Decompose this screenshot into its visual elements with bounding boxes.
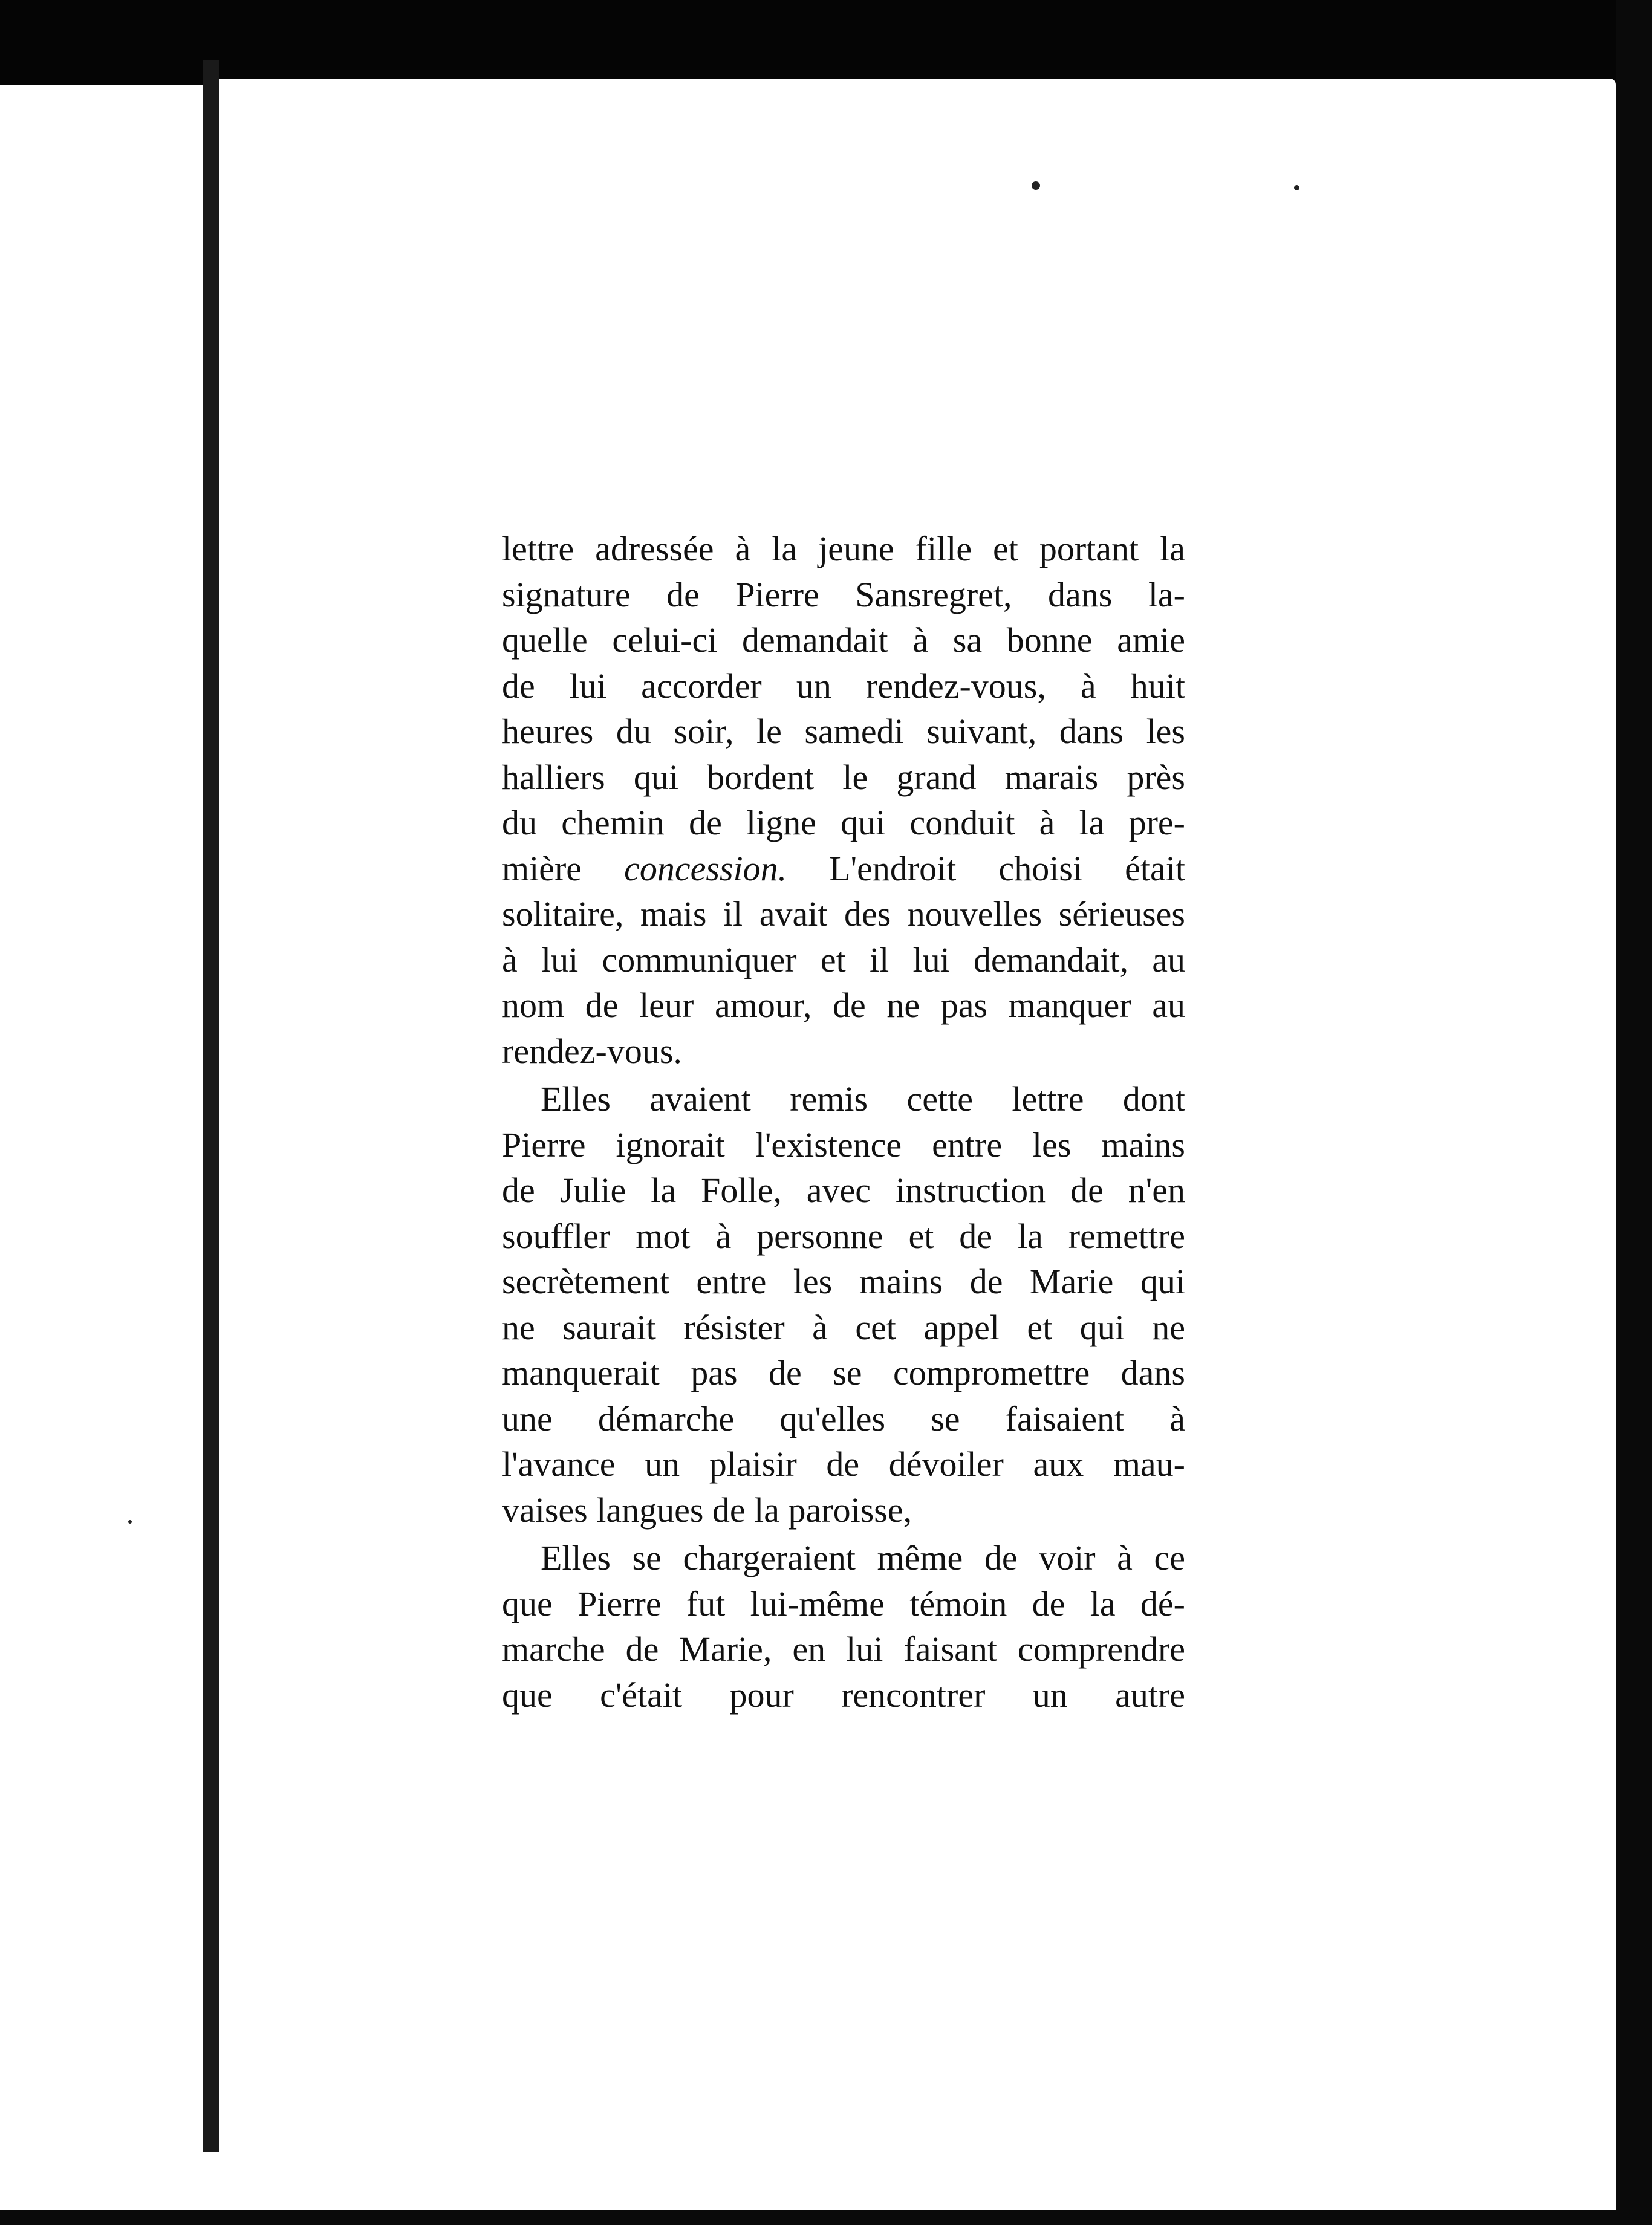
text-line: heures du soir, le samedi suivant, dans les bbox=[502, 712, 1185, 751]
text-run: L'endroit choisi était bbox=[787, 848, 1185, 888]
text-line: Elles se chargeraient même de voir à ce bbox=[541, 1538, 1185, 1577]
text-line: marche de Marie, en lui faisant comprendre bbox=[502, 1629, 1185, 1669]
scan-speck bbox=[1294, 185, 1299, 190]
text-line: une démarche qu'elles se faisaient à bbox=[502, 1398, 1185, 1438]
paragraph bbox=[502, 1535, 1185, 1718]
scan-speck bbox=[1032, 181, 1040, 190]
text-line: solitaire, mais il avait des nouvelles sérieuses bbox=[502, 894, 1185, 934]
text-line: du chemin de ligne qui conduit à la pre- bbox=[502, 803, 1185, 842]
paragraph bbox=[502, 526, 1185, 1074]
text-line: manquerait pas de se compromettre dans bbox=[502, 1353, 1185, 1392]
text-line: que Pierre fut lui-même témoin de la dé- bbox=[502, 1583, 1185, 1623]
text-line bbox=[502, 846, 1185, 892]
scan-border-top bbox=[0, 0, 1652, 85]
paragraph bbox=[502, 1076, 1185, 1533]
text-line: quelle celui-ci demandait à sa bonne amie bbox=[502, 620, 1185, 660]
text-line: vaises langues de la paroisse, bbox=[502, 1490, 912, 1530]
text-run: mière bbox=[502, 848, 625, 888]
text-line: rendez-vous. bbox=[502, 1031, 682, 1071]
scan-border-right bbox=[1616, 0, 1652, 2225]
scan-border-bottom bbox=[0, 2210, 1652, 2225]
body-text bbox=[502, 526, 1185, 1718]
text-line: Pierre ignorait l'existence entre les mains bbox=[502, 1125, 1185, 1164]
text-line: souffler mot à personne et de la remettre bbox=[502, 1216, 1185, 1256]
text-line: de Julie la Folle, avec instruction de n'en bbox=[502, 1171, 1185, 1210]
text-line: Elles avaient remis cette lettre dont bbox=[541, 1079, 1185, 1119]
text-line: halliers qui bordent le grand marais près bbox=[502, 757, 1185, 797]
text-line: secrètement entre les mains de Marie qui bbox=[502, 1262, 1185, 1301]
text-line: de lui accorder un rendez-vous, à huit bbox=[502, 666, 1185, 706]
text-line: que c'était pour rencontrer un autre bbox=[502, 1675, 1185, 1715]
italic-term: concession. bbox=[624, 848, 787, 888]
scan-speck bbox=[128, 1520, 132, 1524]
text-line: nom de leur amour, de ne pas manquer au bbox=[502, 986, 1185, 1025]
text-line: ne saurait résister à cet appel et qui ne bbox=[502, 1307, 1185, 1347]
text-line: lettre adressée à la jeune fille et portant la bbox=[502, 529, 1185, 568]
binding-edge bbox=[203, 60, 219, 2152]
text-line: à lui communiquer et il lui demandait, au bbox=[502, 940, 1185, 979]
text-line: l'avance un plaisir de dévoiler aux mau- bbox=[502, 1444, 1185, 1484]
text-line: signature de Pierre Sansregret, dans la- bbox=[502, 574, 1185, 614]
